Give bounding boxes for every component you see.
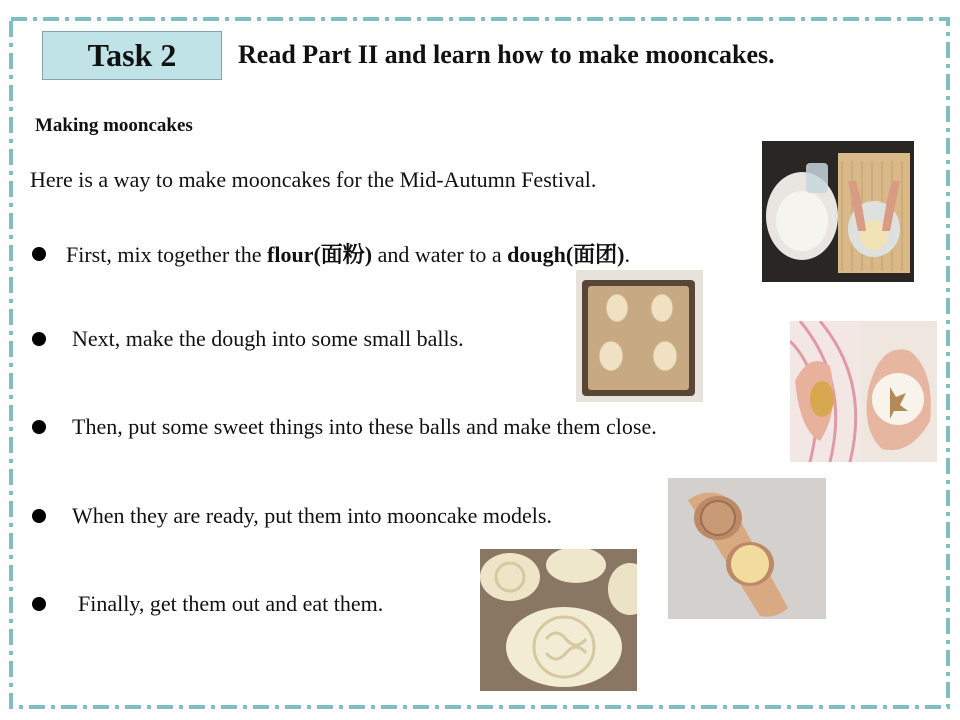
step-4-text: When they are ready, put them into mooncake models. <box>72 503 552 528</box>
bullet-icon <box>32 332 46 346</box>
section-title: Making mooncakes <box>35 115 193 136</box>
bullet-icon <box>32 420 46 434</box>
bullet-icon <box>32 247 46 261</box>
term-flour: flour(面粉) <box>267 242 373 267</box>
bullet-icon <box>32 509 46 523</box>
task-label: Task 2 <box>42 31 222 80</box>
term-dough: dough(面团) <box>507 242 625 267</box>
step-2-text: Next, make the dough into some small balls. <box>72 326 464 351</box>
dough-balls-tray-photo <box>576 270 703 402</box>
step-2 <box>32 326 464 352</box>
step-1 <box>32 238 630 269</box>
step-5-text: Finally, get them out and eat them. <box>78 591 384 616</box>
task-instruction: Read Part II and learn how to make mooncakes. <box>238 40 775 69</box>
step-4 <box>32 503 552 529</box>
step-5 <box>32 591 383 617</box>
finished-mooncakes-photo <box>480 549 637 691</box>
intro-text: Here is a way to make mooncakes for the Mid-Autumn Festival. <box>30 167 597 192</box>
step-3-text: Then, put some sweet things into these balls and make them close. <box>72 414 657 439</box>
step-3 <box>32 414 657 440</box>
bullet-icon <box>32 597 46 611</box>
step-1-text: First, mix together the flour(面粉) and water to a dough(面团). <box>66 242 630 267</box>
filling-dough-photo <box>790 321 937 462</box>
mooncake-mold-photo <box>668 478 826 619</box>
flour-mixing-photo <box>762 141 914 282</box>
